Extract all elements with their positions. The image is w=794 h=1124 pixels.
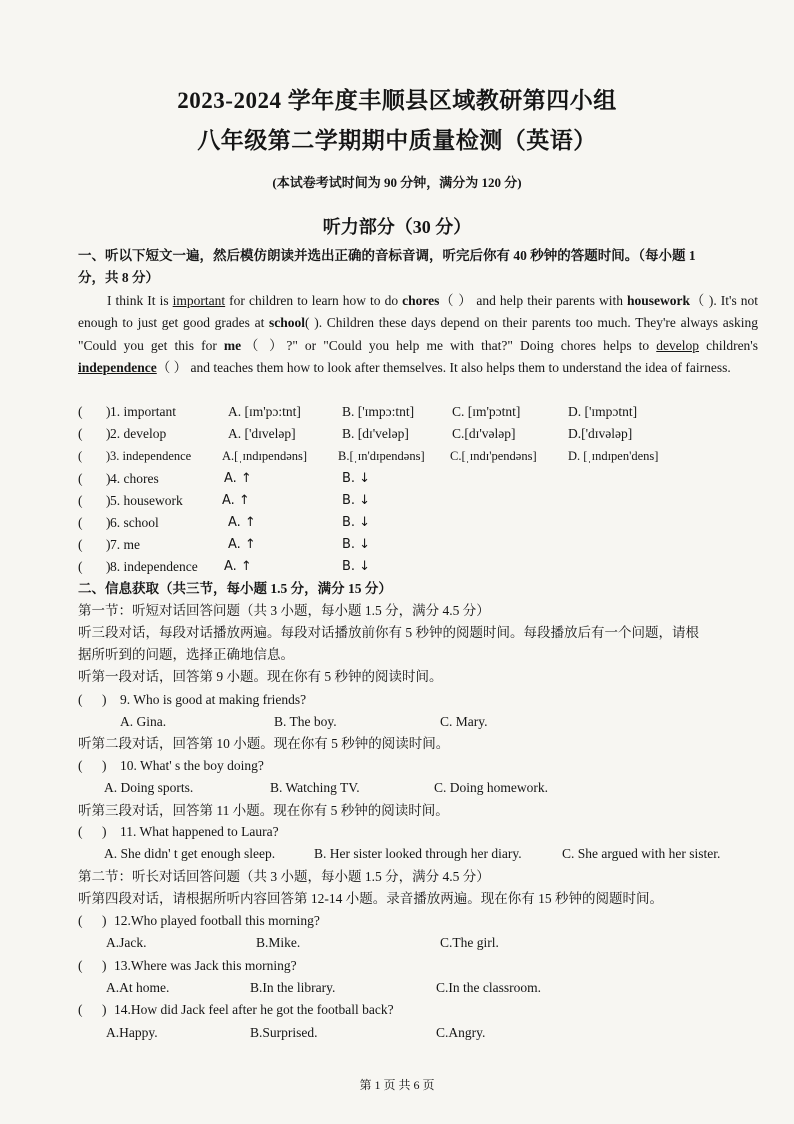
option-b: B. The boy. [274, 714, 337, 729]
question-row: ( ) 2. develop A. ['dɪveləp] B. [dɪ'veləp] C.[dɪ'vələp] D.['dɪvələp] [78, 426, 633, 441]
question-row: ( ) 6. school A. ↑ B. ↓ [78, 515, 371, 530]
part2-heading: 二、信息获取（共三节，每小题 1.5 分，满分 15 分） [78, 581, 392, 596]
answer-blank[interactable]: ( ) [78, 493, 111, 508]
option-b: B.Mike. [256, 935, 301, 950]
option-a: A.Jack. [106, 935, 147, 950]
option-c: C.Angry. [436, 1025, 486, 1040]
question-13: ( ) 13.Where was Jack this morning? [78, 958, 297, 973]
option-a: A.Happy. [106, 1025, 158, 1040]
option-c: C.In the classroom. [436, 980, 541, 995]
section1-instruction-cont: 据所听到的问题，选择正确地信息。 [78, 647, 294, 662]
dialogue2-instruction: 听第二段对话，回答第 10 小题。现在你有 5 秒钟的阅读时间。 [78, 736, 450, 751]
word-school: school [269, 315, 306, 331]
section1-heading: 第一节：听短对话回答问题（共 3 小题，每小题 1.5 分，满分 4.5 分） [78, 603, 490, 618]
option-c: C.The girl. [440, 935, 499, 950]
dialogue4-instruction: 听第四段对话，请根据所听内容回答第 12-14 小题。录音播放两遍。现在你有 15 秒钟的阅题时间。 [78, 891, 663, 906]
option-a: A. Gina. [120, 714, 167, 729]
question-14: ( ) 14.How did Jack feel after he got the football back? [78, 1002, 394, 1017]
answer-blank[interactable]: ( ) [78, 537, 111, 552]
dialogue1-instruction: 听第一段对话，回答第 9 小题。现在你有 5 秒钟的阅读时间。 [78, 669, 443, 684]
question-12: ( ) 12.Who played football this morning? [78, 913, 320, 928]
exam-title-line2: 八年级第二学期期中质量检测（英语） [197, 128, 597, 153]
option-b: B.In the library. [250, 980, 336, 995]
answer-blank[interactable]: ( ) [78, 958, 107, 973]
question-row: ( ) 4. chores A. ↑ B. ↓ [78, 471, 371, 486]
word-develop: develop [656, 337, 699, 353]
exam-time-note: (本试卷考试时间为 90 分钟，满分为 120 分) [272, 175, 522, 190]
word-important: important [172, 293, 226, 308]
option-c: C. Mary. [440, 714, 488, 729]
question-row: ( ) 7. me A. ↑ B. ↓ [78, 537, 371, 552]
answer-blank[interactable]: ( ) [78, 471, 111, 486]
question-11: ( ) 11. What happened to Laura? [78, 824, 279, 839]
answer-blank[interactable]: ( ) [78, 824, 107, 839]
page-footer: 第 1 页 共 6 页 [359, 1078, 435, 1092]
answer-blank[interactable]: ( ) [78, 515, 111, 530]
word-chores: chores [402, 293, 440, 308]
listening-passage: I think It is important for children to learn how to do chores（ ） and help their parents with housework（ ). It's not enough to just get good grades at school( ). Children these days depend on their parents too much. They're always asking "Could you get this for me（ ）?" or "Could you help me with that?" Doing chores helps to develop children's independence（ ） and teaches them how to look after themselves. It also helps them to understand the idea of fairness. [78, 293, 759, 375]
answer-blank[interactable]: ( ) [78, 449, 111, 463]
answer-blank[interactable]: ( ) [78, 1002, 107, 1017]
word-independence: independence [78, 359, 157, 375]
dialogue3-instruction: 听第三段对话，回答第 11 小题。现在你有 5 秒钟的阅读时间。 [78, 803, 449, 818]
option-c: C. She argued with her sister. [562, 846, 721, 861]
answer-blank[interactable]: ( ) [78, 758, 107, 773]
listening-section-title: 听力部分（30 分） [322, 217, 472, 237]
part1-instruction-cont: 分，共 8 分） [78, 270, 159, 285]
option-a: A. She didn' t get enough sleep. [104, 846, 276, 861]
section1-instruction: 听三段对话，每段对话播放两遍。每段对话播放前你有 5 秒钟的阅题时间。每段播放后有一个问题，请根 [78, 625, 699, 640]
answer-blank[interactable]: ( ) [78, 692, 107, 707]
question-row: ( ) 3. independence A.[ˌɪndɪpendəns] B.[ˌɪn'dɪpendəns] C.[ˌɪndɪ'pendəns] D. [ˌɪndɪpen'dens] [78, 449, 659, 463]
option-a: A. Doing sports. [104, 780, 194, 795]
option-b: B. Her sister looked through her diary. [314, 846, 522, 861]
part1-instruction: 一、听以下短文一遍，然后模仿朗读并选出正确的音标音调，听完后你有 40 秒钟的答题时间。（每小题 1 [78, 248, 696, 263]
question-9: ( ) 9. Who is good at making friends? [78, 692, 307, 707]
option-c: C. Doing homework. [434, 780, 548, 795]
option-b: B.Surprised. [250, 1025, 318, 1040]
question-10: ( ) 10. What' s the boy doing? [78, 758, 264, 773]
section2-heading: 第二节：听长对话回答问题（共 3 小题，每小题 1.5 分，满分 4.5 分） [78, 869, 490, 884]
question-row: ( ) 1. important A. [ɪm'pɔ:tnt] B. ['ɪmpɔ:tnt] C. [ɪm'pɔtnt] D. ['ɪmpɔtnt] [78, 404, 638, 419]
answer-blank[interactable]: ( ) [78, 404, 111, 419]
word-me: me [223, 337, 242, 353]
word-housework: housework [627, 293, 691, 308]
option-a: A.At home. [106, 980, 170, 995]
option-b: B. Watching TV. [270, 780, 360, 795]
answer-blank[interactable]: ( ) [78, 426, 111, 441]
answer-blank[interactable]: ( ) [78, 559, 111, 574]
question-row: ( ) 8. independence A. ↑ B. ↓ [78, 559, 371, 574]
question-row: ( ) 5. housework A. ↑ B. ↓ [78, 493, 371, 508]
answer-blank[interactable]: ( ) [78, 913, 107, 928]
exam-title-line1: 2023-2024 学年度丰顺县区域教研第四小组 [177, 88, 617, 113]
